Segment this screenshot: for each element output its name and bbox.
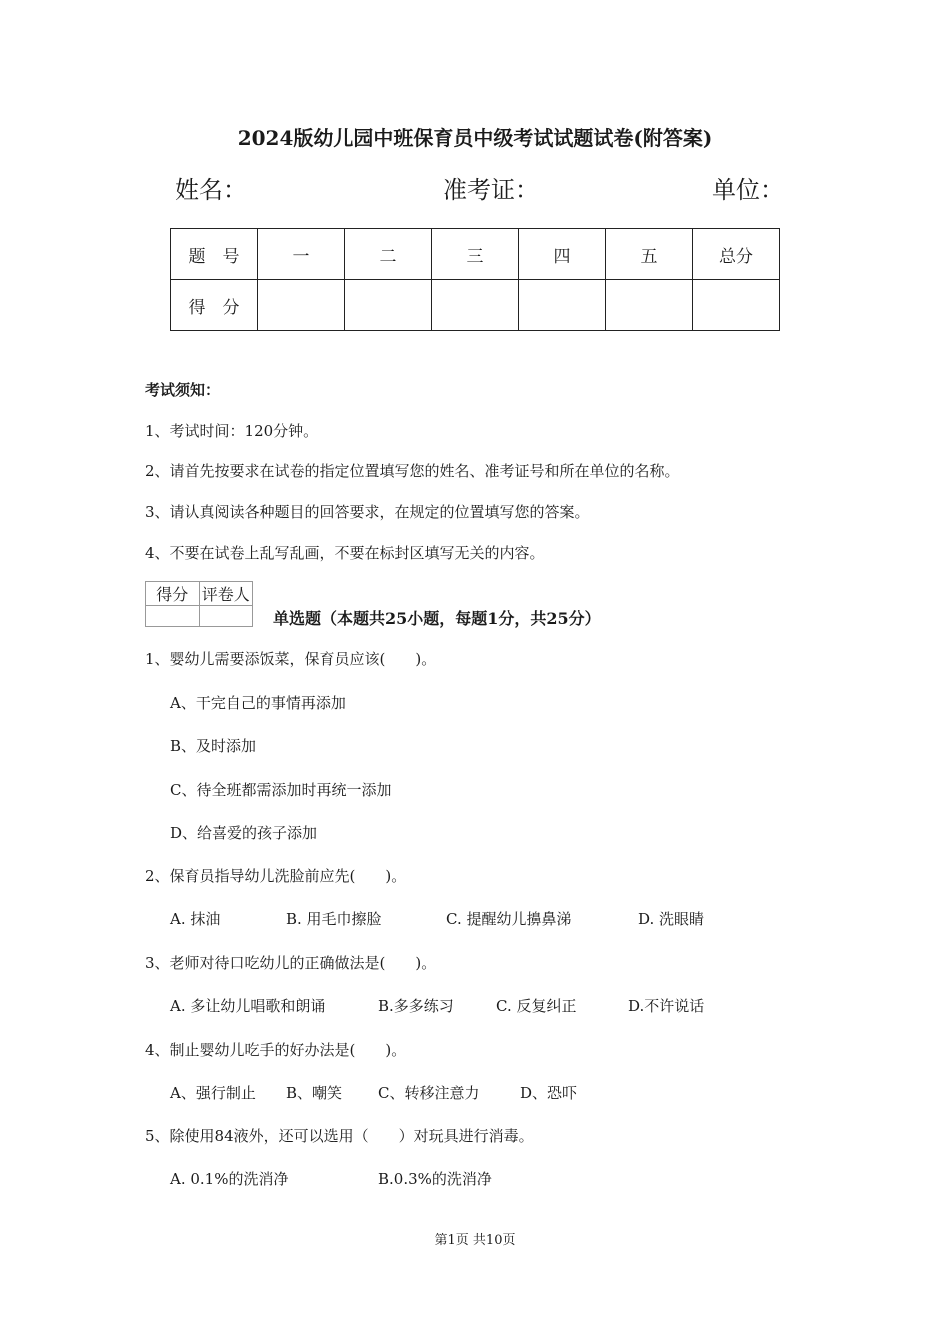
notice-item: 1、考试时间：120分钟。 bbox=[145, 422, 319, 440]
question-option: B. 用毛巾擦脸 bbox=[286, 910, 382, 928]
score-input-cell[interactable] bbox=[432, 280, 519, 331]
question-stem: 3、老师对待口吃幼儿的正确做法是( )。 bbox=[145, 954, 437, 972]
notice-item: 4、不要在试卷上乱写乱画，不要在标封区填写无关的内容。 bbox=[145, 544, 545, 562]
grader-name-label: 评卷人 bbox=[199, 582, 253, 606]
score-table-header-row bbox=[171, 229, 780, 280]
question-option: D.不许说话 bbox=[628, 997, 705, 1015]
question-option: A. 多让幼儿唱歌和朗诵 bbox=[170, 997, 326, 1015]
score-table-header-cell: 题 号 bbox=[171, 229, 258, 280]
grader-score-label: 得分 bbox=[146, 582, 200, 606]
score-table-score-row bbox=[171, 280, 780, 331]
grader-name-cell[interactable] bbox=[199, 606, 253, 627]
notice-heading: 考试须知： bbox=[145, 381, 221, 399]
score-table-header-cell: 总分 bbox=[693, 229, 780, 280]
question-option: A. 0.1%的洗消净 bbox=[170, 1170, 289, 1188]
notice-item: 2、请首先按要求在试卷的指定位置填写您的姓名、准考证号和所在单位的名称。 bbox=[145, 462, 680, 480]
question-option: B、嘲笑 bbox=[286, 1084, 343, 1102]
score-table-header-cell: 五 bbox=[606, 229, 693, 280]
question-option: A、干完自己的事情再添加 bbox=[170, 694, 346, 712]
score-input-cell[interactable] bbox=[519, 280, 606, 331]
notice-item: 3、请认真阅读各种题目的回答要求，在规定的位置填写您的答案。 bbox=[145, 503, 590, 521]
question-option: D、给喜爱的孩子添加 bbox=[170, 824, 318, 842]
question-option: C. 提醒幼儿擤鼻涕 bbox=[446, 910, 572, 928]
score-row-label: 得 分 bbox=[171, 280, 258, 331]
page-footer: 第1页 共10页 bbox=[434, 1233, 516, 1248]
question-option: B.0.3%的洗消净 bbox=[378, 1170, 492, 1188]
question-option: B、及时添加 bbox=[170, 737, 257, 755]
section-title: 单选题（本题共25小题，每题1分，共25分） bbox=[273, 609, 601, 628]
score-input-cell[interactable] bbox=[258, 280, 345, 331]
question-option: A. 抹油 bbox=[170, 910, 221, 928]
question-stem: 2、保育员指导幼儿洗脸前应先( )。 bbox=[145, 867, 407, 885]
document-title: 2024版幼儿园中班保育员中级考试试题试卷(附答案) bbox=[237, 126, 713, 150]
score-input-cell[interactable] bbox=[693, 280, 780, 331]
question-option: D、恐吓 bbox=[520, 1084, 578, 1102]
question-option: C、转移注意力 bbox=[378, 1084, 480, 1102]
score-table bbox=[170, 228, 780, 331]
question-option: D. 洗眼睛 bbox=[638, 910, 705, 928]
question-option: B.多多练习 bbox=[378, 997, 454, 1015]
name-field-label: 姓名： bbox=[175, 176, 247, 204]
score-table-header-cell: 一 bbox=[258, 229, 345, 280]
score-input-cell[interactable] bbox=[606, 280, 693, 331]
grader-score-cell[interactable] bbox=[146, 606, 200, 627]
exam-number-field-label: 准考证： bbox=[443, 176, 539, 204]
score-table-header-cell: 三 bbox=[432, 229, 519, 280]
question-stem: 4、制止婴幼儿吃手的好办法是( )。 bbox=[145, 1041, 407, 1059]
score-table-header-cell: 四 bbox=[519, 229, 606, 280]
question-stem: 5、除使用84液外，还可以选用（ ）对玩具进行消毒。 bbox=[145, 1127, 534, 1145]
unit-field-label: 单位： bbox=[712, 176, 784, 204]
question-option: A、强行制止 bbox=[170, 1084, 256, 1102]
score-input-cell[interactable] bbox=[345, 280, 432, 331]
question-option: C、待全班都需添加时再统一添加 bbox=[170, 781, 392, 799]
question-stem: 1、婴幼儿需要添饭菜，保育员应该( )。 bbox=[145, 650, 437, 668]
grader-box bbox=[145, 581, 253, 627]
score-table-header-cell: 二 bbox=[345, 229, 432, 280]
question-option: C. 反复纠正 bbox=[496, 997, 577, 1015]
